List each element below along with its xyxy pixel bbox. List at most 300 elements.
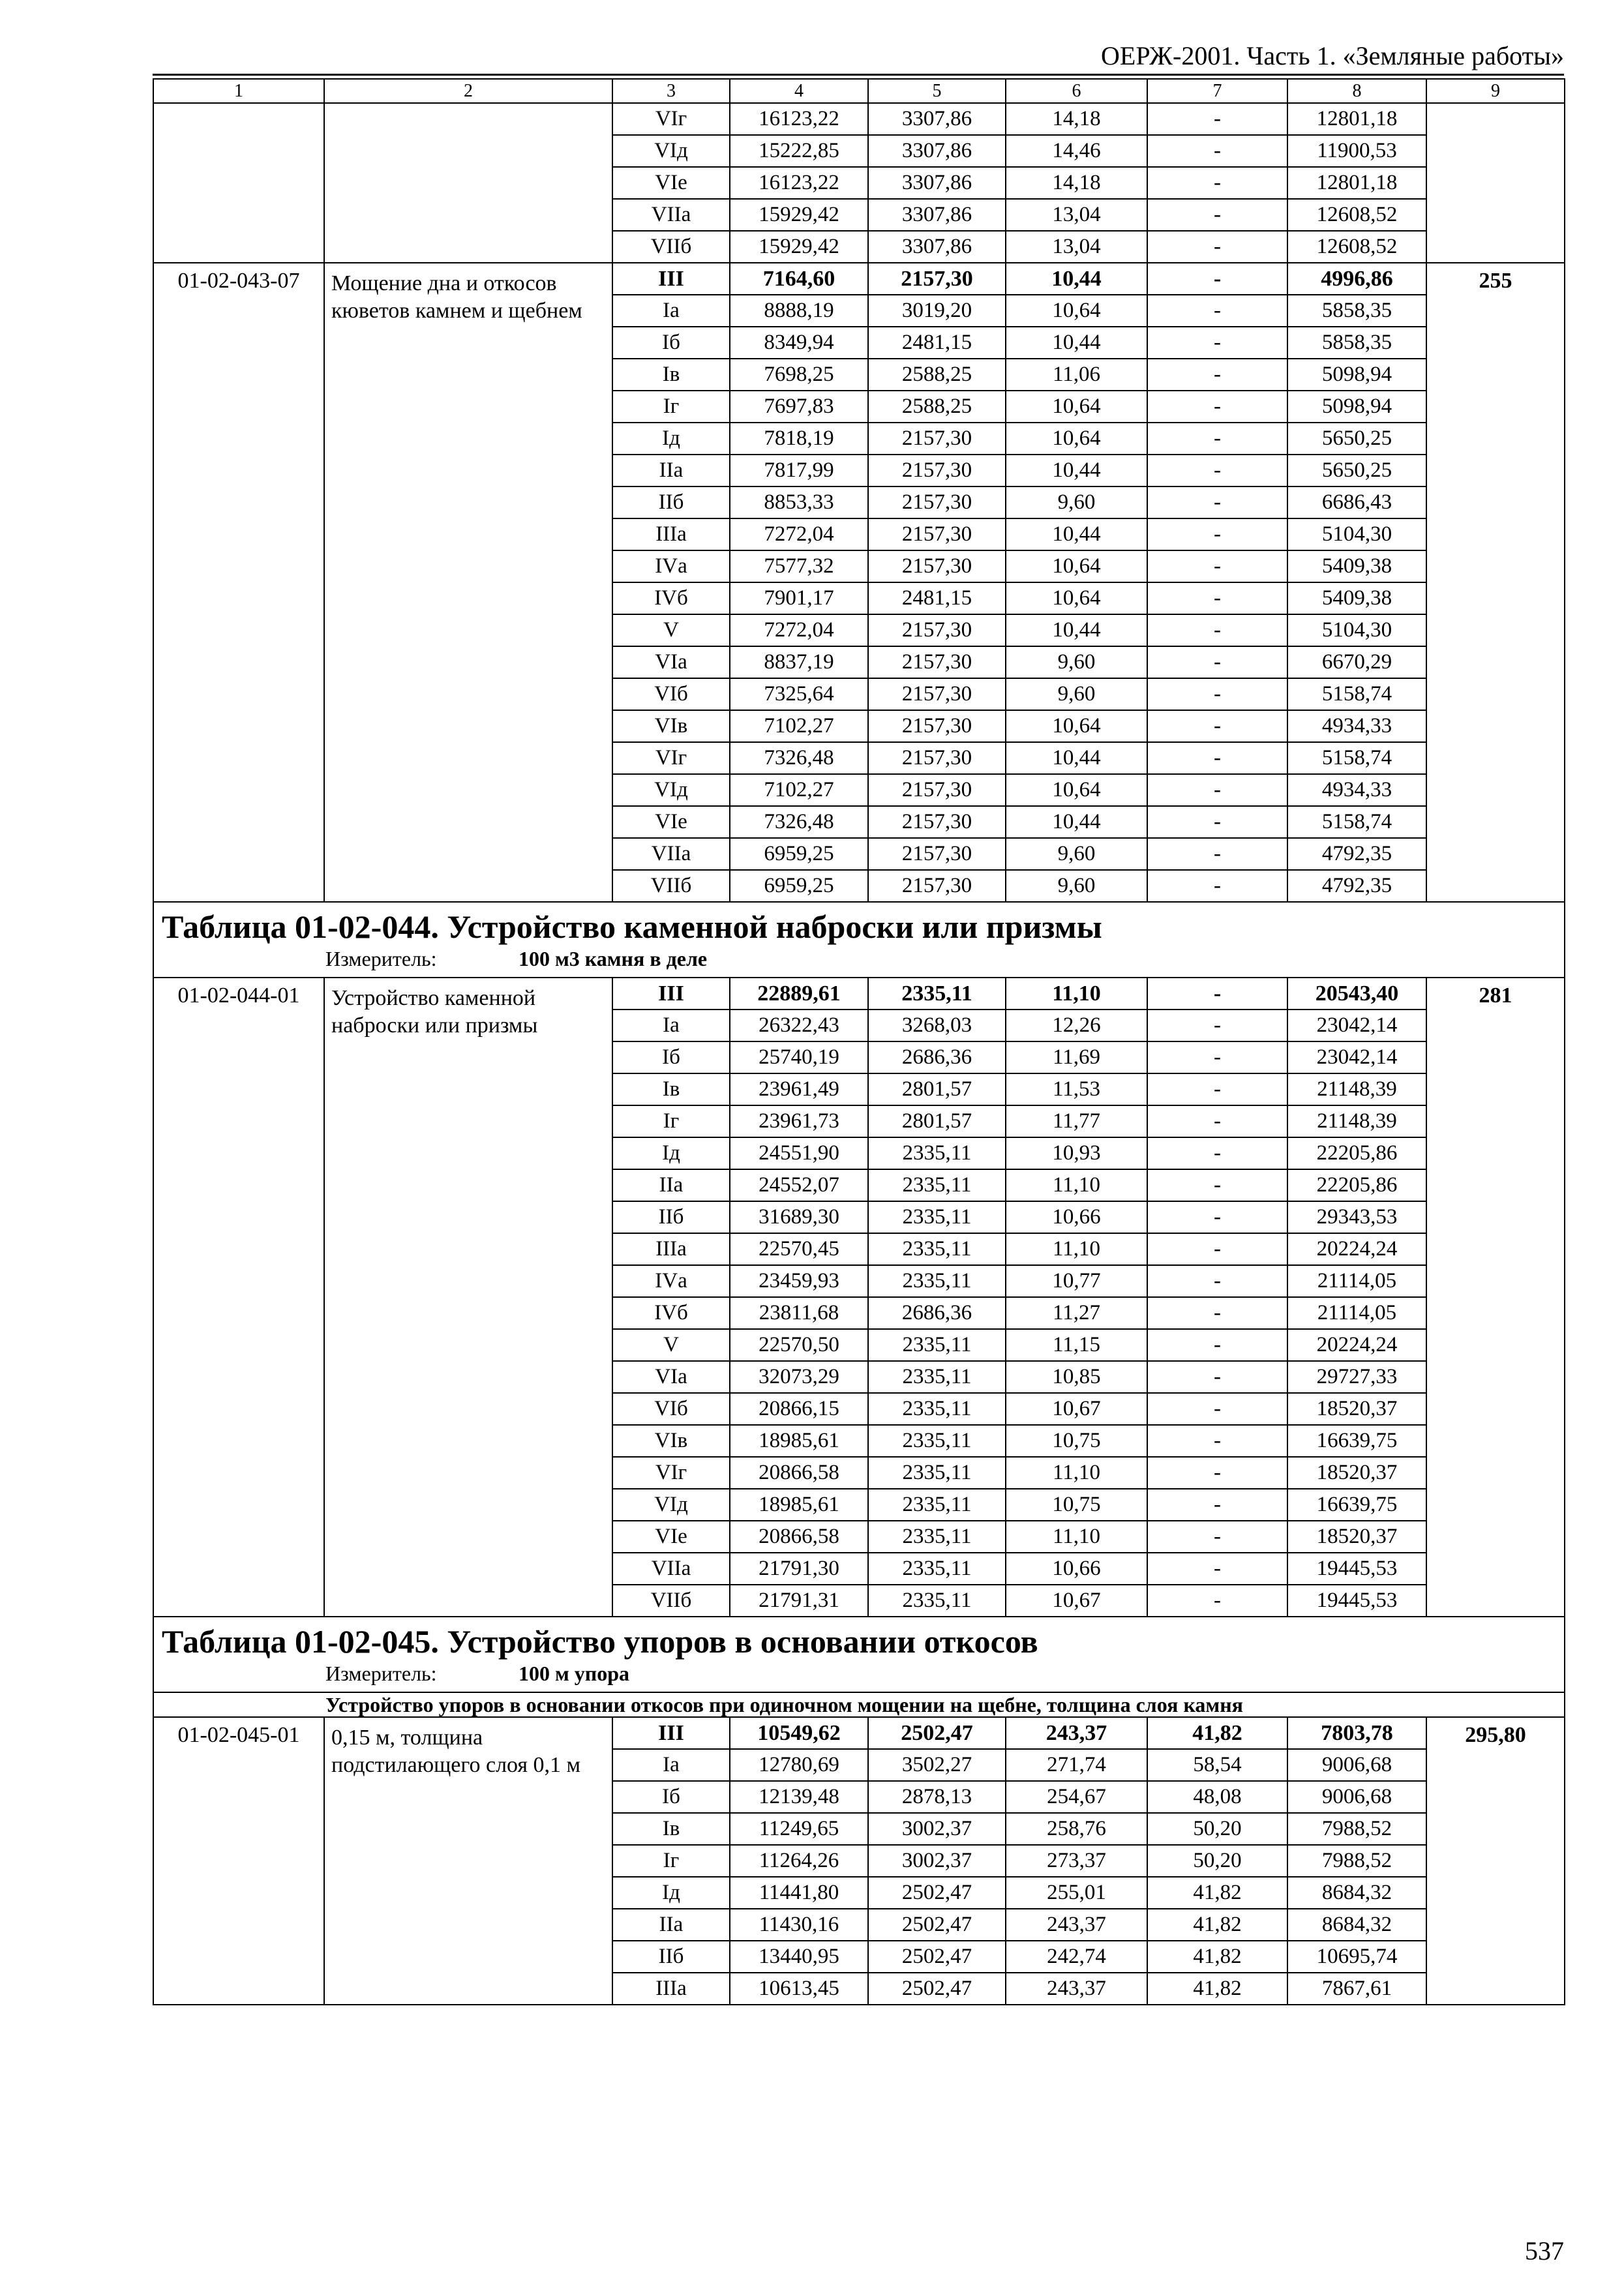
value-cell: -: [1147, 806, 1287, 838]
value-cell: 21148,39: [1287, 1073, 1426, 1105]
value-cell: 7164,60: [730, 263, 868, 295]
value-cell: -: [1147, 1073, 1287, 1105]
value-cell: 11,27: [1006, 1297, 1147, 1329]
measure-line: [162, 1660, 1564, 1686]
value-cell: -: [1147, 1521, 1287, 1553]
value-cell: -: [1147, 231, 1287, 263]
value-cell: 31689,30: [730, 1201, 868, 1233]
value-cell: 10,64: [1006, 582, 1147, 614]
value-cell: 2335,11: [868, 1233, 1006, 1265]
value-cell: 11,10: [1006, 1521, 1147, 1553]
value-cell: -: [1147, 199, 1287, 231]
zone-cell: VIе: [612, 1521, 730, 1553]
value-cell: 6686,43: [1287, 486, 1426, 518]
value-cell: 3307,86: [868, 199, 1006, 231]
value-cell: 13,04: [1006, 231, 1147, 263]
value-cell: 10,64: [1006, 423, 1147, 455]
value-cell: 9,60: [1006, 678, 1147, 710]
value-cell: 29343,53: [1287, 1201, 1426, 1233]
zone-cell: VIв: [612, 1425, 730, 1457]
column-number: 2: [324, 79, 612, 103]
value-cell: 11,10: [1006, 978, 1147, 1010]
value-cell: 2686,36: [868, 1041, 1006, 1073]
table-title-cell: [153, 1617, 1565, 1692]
column-number: 3: [612, 79, 730, 103]
value-cell: 11,15: [1006, 1329, 1147, 1361]
value-cell: 8349,94: [730, 327, 868, 359]
value-cell: 6959,25: [730, 870, 868, 902]
value-cell: 5104,30: [1287, 614, 1426, 646]
value-cell: -: [1147, 167, 1287, 199]
value-cell: -: [1147, 646, 1287, 678]
value-cell: 21148,39: [1287, 1105, 1426, 1137]
table-title: Таблица 01-02-044. Устройство каменной наброски или призмы: [162, 908, 1102, 945]
value-cell: 2157,30: [868, 742, 1006, 774]
value-cell: 8888,19: [730, 295, 868, 327]
value-cell: 23961,73: [730, 1105, 868, 1137]
value-cell: 12,26: [1006, 1010, 1147, 1041]
value-cell: 21791,30: [730, 1553, 868, 1585]
value-cell: -: [1147, 1297, 1287, 1329]
value-cell: 10,66: [1006, 1201, 1147, 1233]
value-cell: 22205,86: [1287, 1169, 1426, 1201]
value-cell: 2335,11: [868, 1425, 1006, 1457]
zone-cell: VIг: [612, 1457, 730, 1489]
value-cell: 3307,86: [868, 167, 1006, 199]
value-cell: 8684,32: [1287, 1909, 1426, 1941]
zone-cell: III: [612, 1717, 730, 1749]
value-cell: 22205,86: [1287, 1137, 1426, 1169]
value-cell: 11,10: [1006, 1169, 1147, 1201]
value-cell: 258,76: [1006, 1813, 1147, 1845]
value-cell: 23961,49: [730, 1073, 868, 1105]
value-cell: 9,60: [1006, 486, 1147, 518]
value-cell: 243,37: [1006, 1909, 1147, 1941]
value-cell: 2335,11: [868, 1393, 1006, 1425]
value-cell: 2335,11: [868, 1553, 1006, 1585]
value-cell: 14,18: [1006, 103, 1147, 135]
value-cell: 15222,85: [730, 135, 868, 167]
zone-cell: VIг: [612, 742, 730, 774]
value-cell: 2335,11: [868, 1201, 1006, 1233]
value-cell: 10,44: [1006, 263, 1147, 295]
value-cell: 22570,50: [730, 1329, 868, 1361]
value-cell: -: [1147, 582, 1287, 614]
value-cell: 21791,31: [730, 1585, 868, 1617]
value-cell: 4792,35: [1287, 838, 1426, 870]
value-cell: 3307,86: [868, 135, 1006, 167]
value-cell: 7102,27: [730, 774, 868, 806]
value-cell: 7272,04: [730, 518, 868, 550]
value-cell: -: [1147, 1361, 1287, 1393]
value-cell: 14,46: [1006, 135, 1147, 167]
rate-code: 01-02-043-07: [153, 263, 324, 902]
last-column-value: 281: [1426, 978, 1565, 1617]
value-cell: -: [1147, 1585, 1287, 1617]
value-cell: 7272,04: [730, 614, 868, 646]
value-cell: 5650,25: [1287, 455, 1426, 486]
value-cell: 14,18: [1006, 167, 1147, 199]
value-cell: 18985,61: [730, 1425, 868, 1457]
zone-cell: VIIб: [612, 1585, 730, 1617]
zone-cell: VIIб: [612, 231, 730, 263]
value-cell: 2335,11: [868, 1137, 1006, 1169]
zone-cell: Iа: [612, 295, 730, 327]
value-cell: -: [1147, 678, 1287, 710]
zone-cell: Iв: [612, 359, 730, 391]
value-cell: -: [1147, 742, 1287, 774]
zone-cell: VIд: [612, 135, 730, 167]
value-cell: 2157,30: [868, 423, 1006, 455]
value-cell: 20224,24: [1287, 1233, 1426, 1265]
value-cell: 2335,11: [868, 1265, 1006, 1297]
value-cell: -: [1147, 1425, 1287, 1457]
value-cell: -: [1147, 327, 1287, 359]
value-cell: -: [1147, 550, 1287, 582]
value-cell: 4996,86: [1287, 263, 1426, 295]
value-cell: 5409,38: [1287, 550, 1426, 582]
zone-cell: VIIа: [612, 199, 730, 231]
value-cell: 18520,37: [1287, 1521, 1426, 1553]
value-cell: 13440,95: [730, 1941, 868, 1973]
value-cell: 2157,30: [868, 550, 1006, 582]
value-cell: 26322,43: [730, 1010, 868, 1041]
value-cell: 19445,53: [1287, 1553, 1426, 1585]
value-cell: 50,20: [1147, 1813, 1287, 1845]
value-cell: -: [1147, 1489, 1287, 1521]
value-cell: 10,93: [1006, 1137, 1147, 1169]
value-cell: 15929,42: [730, 231, 868, 263]
value-cell: 24552,07: [730, 1169, 868, 1201]
value-cell: 7817,99: [730, 455, 868, 486]
value-cell: 12801,18: [1287, 103, 1426, 135]
value-cell: 9006,68: [1287, 1749, 1426, 1781]
value-cell: 13,04: [1006, 199, 1147, 231]
value-cell: 2502,47: [868, 1941, 1006, 1973]
value-cell: 7326,48: [730, 806, 868, 838]
value-cell: 9,60: [1006, 838, 1147, 870]
value-cell: 8837,19: [730, 646, 868, 678]
table-title-row: [153, 1617, 1565, 1692]
value-cell: 10,64: [1006, 774, 1147, 806]
zone-cell: VIIа: [612, 838, 730, 870]
value-cell: 11249,65: [730, 1813, 868, 1845]
value-cell: -: [1147, 774, 1287, 806]
value-cell: 2335,11: [868, 1361, 1006, 1393]
column-number-row: [153, 79, 1565, 103]
value-cell: -: [1147, 838, 1287, 870]
value-cell: 4934,33: [1287, 710, 1426, 742]
value-cell: -: [1147, 518, 1287, 550]
value-cell: 7577,32: [730, 550, 868, 582]
value-cell: 242,74: [1006, 1941, 1147, 1973]
value-cell: 16639,75: [1287, 1425, 1426, 1457]
header-rule: [153, 74, 1564, 76]
value-cell: 5858,35: [1287, 295, 1426, 327]
column-number: 5: [868, 79, 1006, 103]
value-cell: 5858,35: [1287, 327, 1426, 359]
value-cell: 6670,29: [1287, 646, 1426, 678]
value-cell: 7102,27: [730, 710, 868, 742]
value-cell: 2157,30: [868, 518, 1006, 550]
value-cell: 5098,94: [1287, 391, 1426, 423]
zone-cell: Iа: [612, 1010, 730, 1041]
value-cell: 4792,35: [1287, 870, 1426, 902]
value-cell: 9006,68: [1287, 1781, 1426, 1813]
value-cell: 12780,69: [730, 1749, 868, 1781]
value-cell: 3307,86: [868, 103, 1006, 135]
value-cell: 5409,38: [1287, 582, 1426, 614]
zone-cell: Iд: [612, 1877, 730, 1909]
value-cell: 41,82: [1147, 1941, 1287, 1973]
value-cell: -: [1147, 1233, 1287, 1265]
running-title: ОЕРЖ-2001. Часть 1. «Земляные работы»: [1101, 41, 1564, 70]
zone-cell: IIб: [612, 486, 730, 518]
value-cell: 11,77: [1006, 1105, 1147, 1137]
value-cell: 2157,30: [868, 806, 1006, 838]
value-cell: 10,64: [1006, 550, 1147, 582]
zone-cell: VIд: [612, 1489, 730, 1521]
value-cell: 4934,33: [1287, 774, 1426, 806]
measure-line: [162, 946, 1564, 972]
value-cell: 2801,57: [868, 1105, 1006, 1137]
value-cell: 10,75: [1006, 1425, 1147, 1457]
value-cell: 254,67: [1006, 1781, 1147, 1813]
measure-value: 100 м упора: [519, 1662, 630, 1685]
value-cell: 16639,75: [1287, 1489, 1426, 1521]
measure-label: Измеритель:: [325, 947, 437, 970]
zone-cell: IIб: [612, 1941, 730, 1973]
value-cell: 10,44: [1006, 518, 1147, 550]
value-cell: -: [1147, 391, 1287, 423]
value-cell: 20866,58: [730, 1521, 868, 1553]
value-cell: -: [1147, 1201, 1287, 1233]
value-cell: -: [1147, 295, 1287, 327]
value-cell: 2502,47: [868, 1909, 1006, 1941]
column-number: 7: [1147, 79, 1287, 103]
value-cell: -: [1147, 135, 1287, 167]
zone-cell: VIб: [612, 1393, 730, 1425]
work-name: Устройство каменной наброски или призмы: [324, 978, 612, 1617]
zone-cell: III: [612, 978, 730, 1010]
zone-cell: Iб: [612, 327, 730, 359]
value-cell: -: [1147, 423, 1287, 455]
value-cell: 9,60: [1006, 646, 1147, 678]
value-cell: 3502,27: [868, 1749, 1006, 1781]
zone-cell: Iд: [612, 423, 730, 455]
zone-cell: VIд: [612, 774, 730, 806]
empty-cell: [324, 103, 612, 263]
table-row: [153, 103, 1565, 135]
value-cell: 2686,36: [868, 1297, 1006, 1329]
value-cell: 10613,45: [730, 1973, 868, 2005]
value-cell: 11,10: [1006, 1457, 1147, 1489]
value-cell: 6959,25: [730, 838, 868, 870]
value-cell: 255,01: [1006, 1877, 1147, 1909]
value-cell: 243,37: [1006, 1973, 1147, 2005]
value-cell: 10695,74: [1287, 1941, 1426, 1973]
value-cell: 7803,78: [1287, 1717, 1426, 1749]
value-cell: 18520,37: [1287, 1457, 1426, 1489]
value-cell: 2335,11: [868, 1329, 1006, 1361]
zone-cell: Iв: [612, 1813, 730, 1845]
table-row: [153, 263, 1565, 295]
zone-cell: VIа: [612, 1361, 730, 1393]
value-cell: 5098,94: [1287, 359, 1426, 391]
value-cell: 22889,61: [730, 978, 868, 1010]
value-cell: 2157,30: [868, 646, 1006, 678]
value-cell: 12608,52: [1287, 231, 1426, 263]
table-row: [153, 1717, 1565, 1749]
value-cell: -: [1147, 1265, 1287, 1297]
value-cell: 11,69: [1006, 1041, 1147, 1073]
value-cell: -: [1147, 103, 1287, 135]
zone-cell: Iа: [612, 1749, 730, 1781]
value-cell: 7698,25: [730, 359, 868, 391]
table-title: Таблица 01-02-045. Устройство упоров в основании откосов: [162, 1623, 1038, 1660]
value-cell: 10549,62: [730, 1717, 868, 1749]
value-cell: -: [1147, 1105, 1287, 1137]
empty-cell: [153, 103, 324, 263]
value-cell: 7901,17: [730, 582, 868, 614]
value-cell: 12801,18: [1287, 167, 1426, 199]
value-cell: 2502,47: [868, 1877, 1006, 1909]
table-body: [153, 79, 1565, 2005]
column-number: 6: [1006, 79, 1147, 103]
value-cell: 5104,30: [1287, 518, 1426, 550]
rate-code: 01-02-045-01: [153, 1717, 324, 2005]
value-cell: 11,10: [1006, 1233, 1147, 1265]
zone-cell: IIа: [612, 1909, 730, 1941]
value-cell: 7697,83: [730, 391, 868, 423]
value-cell: 20866,58: [730, 1457, 868, 1489]
value-cell: 32073,29: [730, 1361, 868, 1393]
empty-cell: [1426, 103, 1565, 263]
value-cell: 2335,11: [868, 978, 1006, 1010]
measure-label: Измеритель:: [325, 1662, 437, 1685]
value-cell: 7818,19: [730, 423, 868, 455]
value-cell: 2335,11: [868, 1521, 1006, 1553]
value-cell: 11264,26: [730, 1845, 868, 1877]
value-cell: 23042,14: [1287, 1010, 1426, 1041]
value-cell: 48,08: [1147, 1781, 1287, 1813]
value-cell: 2157,30: [868, 838, 1006, 870]
zone-cell: Iг: [612, 1845, 730, 1877]
zone-cell: V: [612, 1329, 730, 1361]
value-cell: 3019,20: [868, 295, 1006, 327]
value-cell: 11,06: [1006, 359, 1147, 391]
zone-cell: Iг: [612, 391, 730, 423]
value-cell: 12139,48: [730, 1781, 868, 1813]
value-cell: 23459,93: [730, 1265, 868, 1297]
value-cell: 58,54: [1147, 1749, 1287, 1781]
value-cell: 18520,37: [1287, 1393, 1426, 1425]
value-cell: 2157,30: [868, 486, 1006, 518]
work-name: 0,15 м, толщина подстилающего слоя 0,1 м: [324, 1717, 612, 2005]
zone-cell: IVб: [612, 1297, 730, 1329]
value-cell: 273,37: [1006, 1845, 1147, 1877]
value-cell: 12608,52: [1287, 199, 1426, 231]
zone-cell: VIа: [612, 646, 730, 678]
value-cell: 2335,11: [868, 1169, 1006, 1201]
value-cell: 7325,64: [730, 678, 868, 710]
value-cell: 2878,13: [868, 1781, 1006, 1813]
value-cell: 20543,40: [1287, 978, 1426, 1010]
cost-table: [153, 78, 1565, 2005]
value-cell: 2502,47: [868, 1717, 1006, 1749]
value-cell: 2157,30: [868, 455, 1006, 486]
zone-cell: Iг: [612, 1105, 730, 1137]
zone-cell: IIIа: [612, 1973, 730, 2005]
column-number: 9: [1426, 79, 1565, 103]
value-cell: 3268,03: [868, 1010, 1006, 1041]
value-cell: 7867,61: [1287, 1973, 1426, 2005]
value-cell: -: [1147, 455, 1287, 486]
value-cell: 2801,57: [868, 1073, 1006, 1105]
value-cell: 23811,68: [730, 1297, 868, 1329]
value-cell: 41,82: [1147, 1877, 1287, 1909]
value-cell: 15929,42: [730, 199, 868, 231]
value-cell: 10,75: [1006, 1489, 1147, 1521]
zone-cell: IIа: [612, 1169, 730, 1201]
value-cell: 7326,48: [730, 742, 868, 774]
value-cell: 16123,22: [730, 167, 868, 199]
value-cell: 271,74: [1006, 1749, 1147, 1781]
value-cell: 3002,37: [868, 1813, 1006, 1845]
value-cell: 2157,30: [868, 614, 1006, 646]
value-cell: 5158,74: [1287, 678, 1426, 710]
rate-code: 01-02-044-01: [153, 978, 324, 1617]
table-title-row: [153, 902, 1565, 978]
table-title-cell: [153, 902, 1565, 978]
value-cell: 10,44: [1006, 327, 1147, 359]
value-cell: 21114,05: [1287, 1297, 1426, 1329]
zone-cell: IVа: [612, 550, 730, 582]
value-cell: 3307,86: [868, 231, 1006, 263]
value-cell: 11,53: [1006, 1073, 1147, 1105]
value-cell: 29727,33: [1287, 1361, 1426, 1393]
value-cell: 2335,11: [868, 1457, 1006, 1489]
value-cell: 10,44: [1006, 806, 1147, 838]
zone-cell: Iб: [612, 1781, 730, 1813]
zone-cell: IIб: [612, 1201, 730, 1233]
value-cell: -: [1147, 1041, 1287, 1073]
value-cell: 10,44: [1006, 614, 1147, 646]
value-cell: 2588,25: [868, 359, 1006, 391]
value-cell: -: [1147, 978, 1287, 1010]
value-cell: 2481,15: [868, 582, 1006, 614]
value-cell: -: [1147, 1010, 1287, 1041]
value-cell: 7988,52: [1287, 1845, 1426, 1877]
value-cell: 41,82: [1147, 1909, 1287, 1941]
subheading-row: [153, 1692, 1565, 1717]
column-number: 8: [1287, 79, 1426, 103]
value-cell: 8684,32: [1287, 1877, 1426, 1909]
value-cell: 10,67: [1006, 1393, 1147, 1425]
value-cell: 11900,53: [1287, 135, 1426, 167]
value-cell: 2157,30: [868, 870, 1006, 902]
value-cell: 25740,19: [730, 1041, 868, 1073]
value-cell: 2588,25: [868, 391, 1006, 423]
value-cell: 18985,61: [730, 1489, 868, 1521]
value-cell: 9,60: [1006, 870, 1147, 902]
value-cell: -: [1147, 1137, 1287, 1169]
value-cell: 2481,15: [868, 327, 1006, 359]
value-cell: 10,64: [1006, 295, 1147, 327]
value-cell: -: [1147, 1457, 1287, 1489]
value-cell: -: [1147, 1169, 1287, 1201]
value-cell: 21114,05: [1287, 1265, 1426, 1297]
